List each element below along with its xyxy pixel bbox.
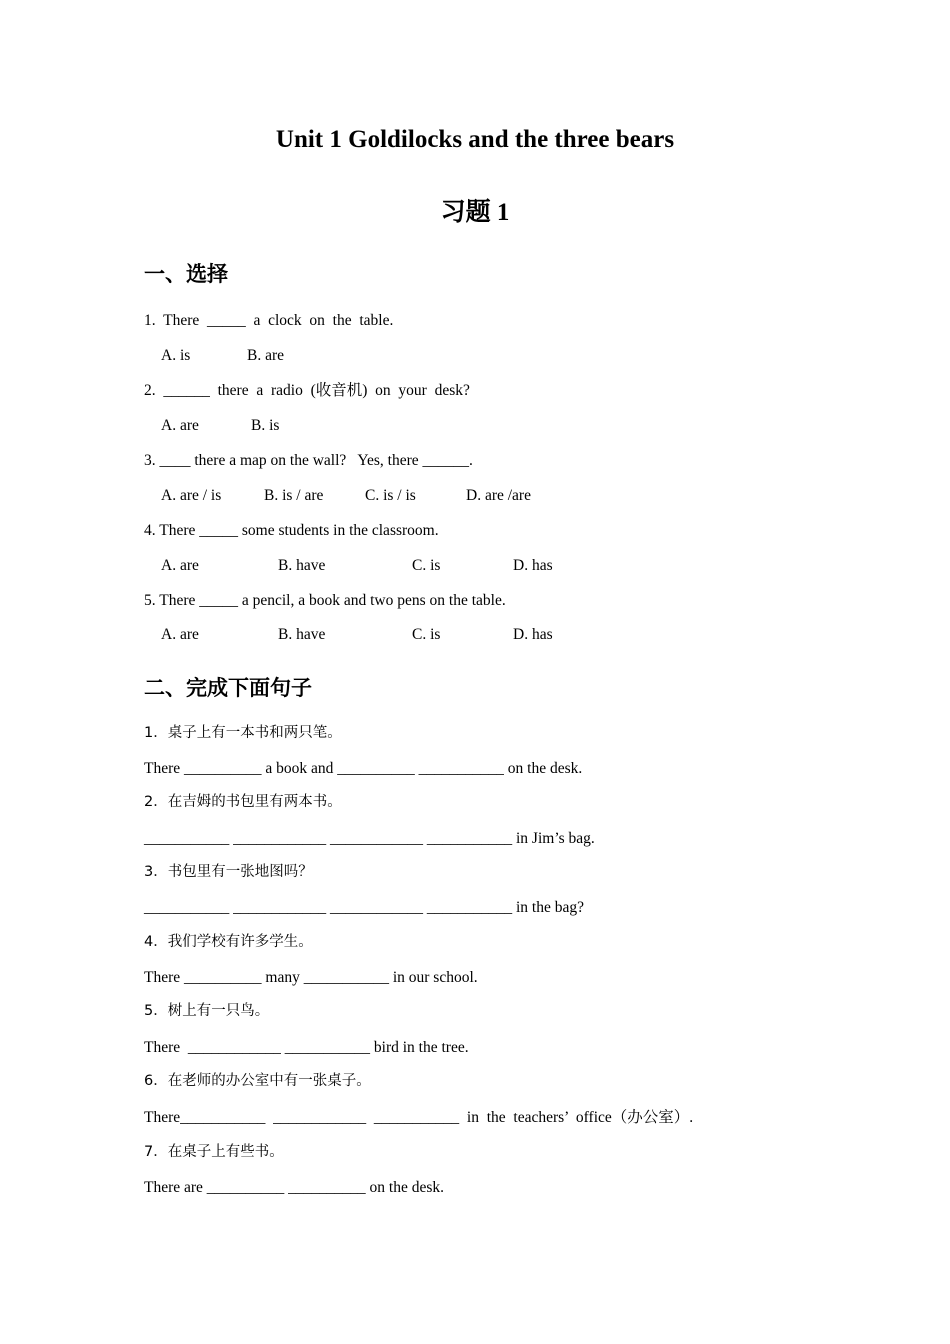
sentence-prompt: 4．我们学校有许多学生。 (144, 934, 313, 950)
sentence-prompt: 7．在桌子上有些书。 (144, 1144, 284, 1160)
sentence-blank: There __________ many ___________ in our school. (144, 969, 478, 986)
question-option: D. are /are (466, 487, 531, 504)
question-option: B. is / are (264, 487, 324, 504)
question-stem: 4. There _____ some students in the classroom. (144, 522, 439, 539)
sentence-prompt: 1．桌子上有一本书和两只笔。 (144, 725, 342, 741)
sentence-prompt: 5．树上有一只鸟。 (144, 1003, 270, 1019)
question-option: B. is (251, 417, 280, 434)
sentence-blank: There___________ ____________ ___________ in the teachers’ office（办公室）. (144, 1109, 694, 1126)
question-option: C. is / is (365, 487, 416, 504)
question-option: D. has (513, 557, 553, 574)
question-option: A. are (161, 626, 199, 643)
question-stem: 3. ____ there a map on the wall? Yes, there ______. (144, 452, 473, 469)
section1-heading: 一、选择 (144, 262, 228, 286)
question-option: B. have (278, 626, 326, 643)
question-stem: 1. There _____ a clock on the table. (144, 312, 394, 329)
sentence-blank: There ____________ ___________ bird in the tree. (144, 1039, 469, 1056)
question-option: A. are / is (161, 487, 222, 504)
sentence-prompt: 2．在吉姆的书包里有两本书。 (144, 794, 342, 810)
question-option: D. has (513, 626, 553, 643)
sentence-prompt: 3．书包里有一张地图吗？ (144, 864, 313, 880)
sentence-blank: There __________ a book and __________ ___________ on the desk. (144, 760, 583, 777)
sentence-prompt: 6．在老师的办公室中有一张桌子。 (144, 1073, 371, 1089)
question-stem: 2. ______ there a radio (收音机) on your desk? (144, 382, 470, 399)
question-option: C. is (412, 557, 441, 574)
question-stem: 5. There _____ a pencil, a book and two pens on the table. (144, 592, 506, 609)
page-title: Unit 1 Goldilocks and the three bears (275, 126, 675, 153)
sentence-blank: ___________ ____________ ____________ ___________ in the bag? (144, 899, 585, 916)
page-subtitle: 习题 1 (440, 199, 510, 226)
question-option: B. have (278, 557, 326, 574)
question-option: A. are (161, 557, 199, 574)
sentence-blank: ___________ ____________ ____________ ___________ in Jim’s bag. (144, 830, 595, 847)
question-option: A. are (161, 417, 199, 434)
section2-heading: 二、完成下面句子 (144, 676, 312, 700)
question-option: C. is (412, 626, 441, 643)
question-option: A. is (161, 347, 191, 364)
question-option: B. are (247, 347, 285, 364)
sentence-blank: There are __________ __________ on the desk. (144, 1179, 445, 1196)
